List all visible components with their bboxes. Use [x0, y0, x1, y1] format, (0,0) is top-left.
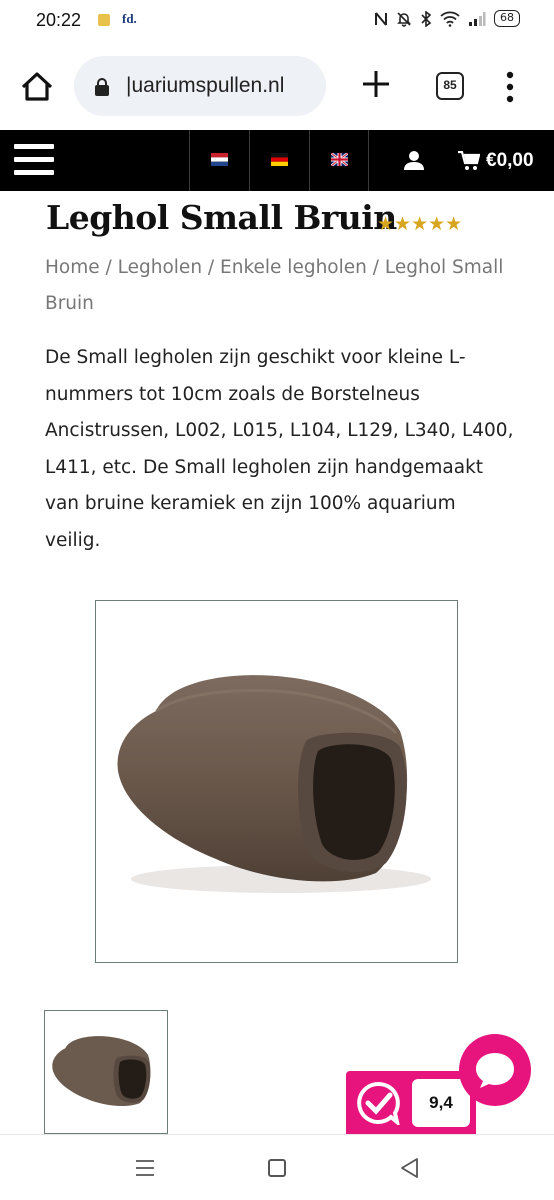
rating-stars: ★★★★★ — [377, 213, 463, 235]
chat-button[interactable] — [459, 1034, 531, 1106]
breadcrumb-enkele-legholen-link[interactable]: Enkele legholen — [220, 257, 367, 278]
address-bar[interactable] — [74, 56, 326, 116]
home-icon[interactable] — [18, 68, 56, 106]
battery-icon: 68 — [494, 10, 520, 27]
review-score[interactable]: 9,4 — [412, 1079, 470, 1127]
mute-bell-icon — [396, 11, 412, 27]
status-time: 20:22 — [36, 10, 82, 30]
product-main-image[interactable] — [95, 600, 458, 963]
breadcrumb: Home / Legholen / Enkele legholen / Leghol Small Bruin — [45, 257, 504, 314]
site-header — [0, 130, 554, 191]
tab-switcher-button[interactable]: 85 — [436, 72, 464, 100]
kiyoh-check-icon — [356, 1081, 400, 1125]
language-nl-button[interactable] — [189, 130, 249, 191]
product-title: Leghol Small Bruin — [46, 198, 397, 237]
language-en-button[interactable] — [309, 130, 369, 191]
review-widget[interactable] — [346, 1071, 476, 1135]
nfc-icon — [374, 11, 388, 27]
browser-toolbar — [0, 40, 554, 130]
chat-bubble-icon — [459, 1034, 531, 1106]
uk-flag-icon — [331, 153, 348, 166]
android-navigation-bar — [0, 1134, 554, 1200]
fd-notification-icon: fd. — [122, 11, 137, 26]
product-description: De Small legholen zijn geschikt voor kleine L-nummers tot 10cm zoals de Borstelneus Ancistrussen, L002, L015, L104, L129, L340, L400, L411, etc. De Small legholen zijn handgemaakt van bruine keramiek en zijn 100% aquarium veilig. — [45, 347, 514, 551]
wifi-icon — [440, 11, 460, 27]
breadcrumb-home-link[interactable]: Home — [45, 257, 100, 278]
leghol-tube-image — [96, 601, 456, 961]
user-icon — [403, 150, 425, 170]
more-options-icon[interactable] — [502, 70, 518, 104]
cart-button[interactable] — [458, 148, 534, 174]
home-nav-icon[interactable] — [268, 1159, 286, 1177]
notification-icon — [98, 14, 110, 26]
status-bar — [0, 0, 554, 40]
de-flag-icon — [271, 153, 288, 166]
lock-icon[interactable] — [94, 78, 110, 96]
product-thumbnail[interactable] — [44, 1010, 168, 1134]
url-text[interactable]: |uariumspullen.nl — [126, 74, 285, 97]
breadcrumb-current: Leghol Small Bruin — [45, 257, 504, 314]
hamburger-menu-icon[interactable] — [14, 142, 54, 178]
cart-icon — [458, 151, 480, 171]
cart-total[interactable]: €0,00 — [486, 150, 534, 171]
leghol-thumbnail-image — [45, 1011, 167, 1133]
bluetooth-icon — [420, 11, 432, 27]
status-icons — [374, 10, 520, 27]
account-button[interactable] — [368, 130, 458, 191]
signal-icon — [468, 11, 486, 27]
recent-apps-icon[interactable] — [135, 1159, 155, 1177]
new-tab-plus-icon[interactable] — [360, 68, 392, 100]
language-de-button[interactable] — [249, 130, 309, 191]
nl-flag-icon — [211, 153, 228, 166]
breadcrumb-legholen-link[interactable]: Legholen — [117, 257, 203, 278]
back-icon[interactable] — [399, 1157, 419, 1179]
